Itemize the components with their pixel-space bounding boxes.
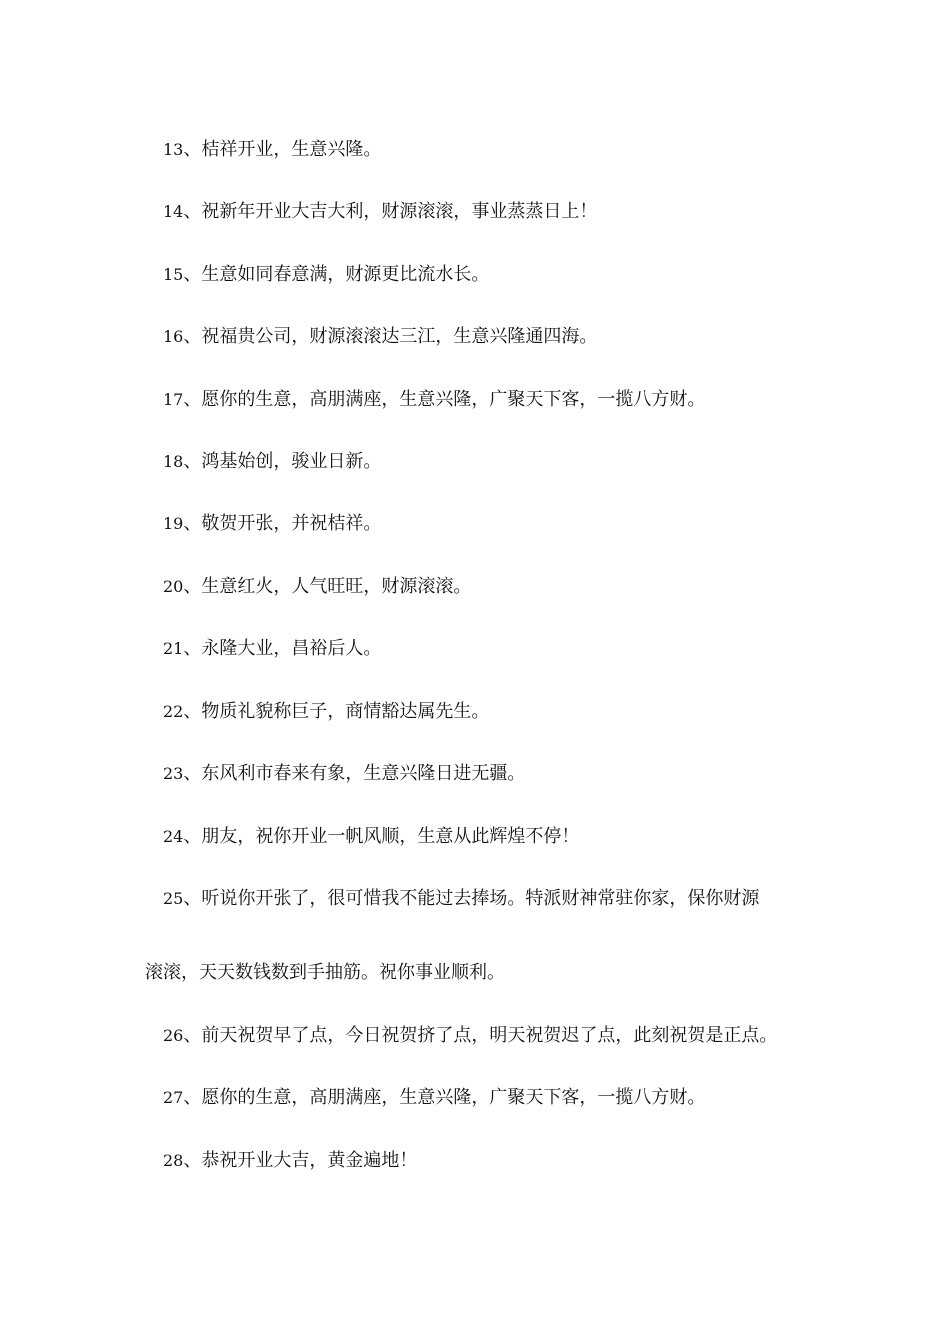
item-text: 、愿你的生意，高朋满座，生意兴隆，广聚天下客，一揽八方财。 — [183, 389, 706, 410]
list-item — [163, 887, 759, 911]
list-item — [163, 263, 489, 287]
item-text: 、敬贺开张，并祝桔祥。 — [183, 513, 382, 534]
list-item — [163, 450, 381, 474]
list-item — [163, 1086, 705, 1110]
list-item — [163, 762, 525, 786]
item-number: 20 — [163, 577, 184, 596]
list-item — [163, 512, 381, 536]
list-item — [163, 388, 705, 412]
item-number: 13 — [163, 140, 184, 159]
item-text: 、恭祝开业大吉，黄金遍地！ — [183, 1150, 418, 1171]
item-number: 16 — [163, 327, 184, 346]
item-text: 、祝新年开业大吉大利，财源滚滚，事业蒸蒸日上！ — [183, 201, 598, 222]
item-number: 15 — [163, 265, 184, 284]
item-text: 滚滚，天天数钱数到手抽筋。祝你事业顺利。 — [145, 962, 505, 983]
item-text: 、东风利市春来有象，生意兴隆日进无疆。 — [183, 763, 526, 784]
item-text: 、祝福贵公司，财源滚滚达三江，生意兴隆通四海。 — [183, 326, 598, 347]
item-number: 23 — [163, 764, 184, 783]
item-number: 25 — [163, 889, 184, 908]
item-text: 、生意红火，人气旺旺，财源滚滚。 — [183, 576, 472, 597]
item-number: 24 — [163, 827, 184, 846]
list-item — [163, 575, 471, 599]
item-text: 、前天祝贺早了点，今日祝贺挤了点，明天祝贺迟了点，此刻祝贺是正点。 — [183, 1025, 778, 1046]
item-text: 、物质礼貌称巨子，商情豁达属先生。 — [183, 701, 490, 722]
list-item — [163, 1024, 777, 1048]
list-item-continuation — [145, 961, 505, 985]
item-number: 26 — [163, 1026, 184, 1045]
list-item — [163, 1149, 417, 1173]
list-item — [163, 325, 597, 349]
item-text: 、听说你开张了，很可惜我不能过去捧场。特派财神常驻你家，保你财源 — [183, 888, 760, 909]
list-item — [163, 200, 597, 224]
item-number: 22 — [163, 702, 184, 721]
item-text: 、鸿基始创，骏业日新。 — [183, 451, 382, 472]
list-item — [163, 138, 381, 162]
item-number: 21 — [163, 639, 184, 658]
item-number: 28 — [163, 1151, 184, 1170]
item-text: 、朋友，祝你开业一帆风顺，生意从此辉煌不停！ — [183, 826, 580, 847]
item-text: 、永隆大业，昌裕后人。 — [183, 638, 382, 659]
item-number: 18 — [163, 452, 184, 471]
list-item — [163, 637, 381, 661]
item-number: 19 — [163, 514, 184, 533]
item-text: 、愿你的生意，高朋满座，生意兴隆，广聚天下客，一揽八方财。 — [183, 1087, 706, 1108]
item-text: 、生意如同春意满，财源更比流水长。 — [183, 264, 490, 285]
item-number: 17 — [163, 390, 184, 409]
item-number: 27 — [163, 1088, 184, 1107]
item-number: 14 — [163, 202, 184, 221]
list-item — [163, 700, 489, 724]
item-text: 、桔祥开业，生意兴隆。 — [183, 139, 382, 160]
list-item — [163, 825, 579, 849]
